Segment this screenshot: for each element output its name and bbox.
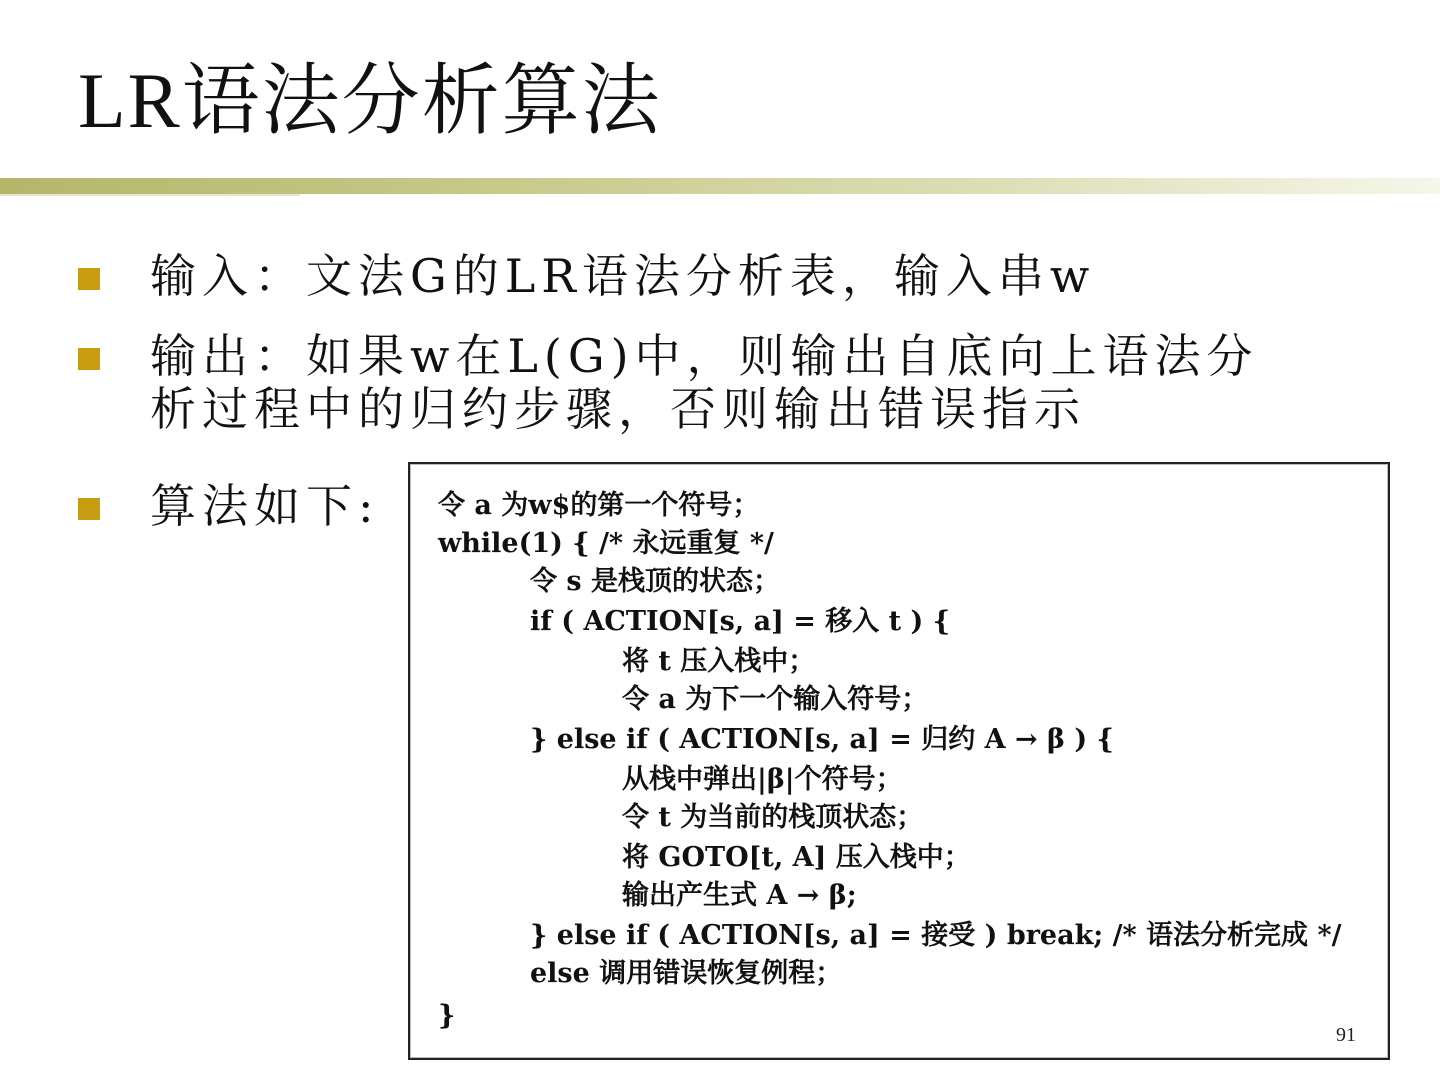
bullet-line: 析过程中的归约步骤，否则输出错误指示	[150, 381, 1086, 436]
code-line: 输出产生式 A → β;	[622, 880, 857, 911]
bullet-line: 算法如下:	[150, 479, 380, 533]
code-line: 令 a 为w$的第一个符号；	[438, 490, 760, 521]
code-line: }	[438, 1000, 456, 1031]
code-line: } else if ( ACTION[s, a] = 归约 A → β ) {	[530, 724, 1114, 755]
bullet-line: 输出：如果w在L(G)中，则输出自底向上语法分	[150, 329, 1259, 383]
code-line: 将 GOTO[t, A] 压入栈中；	[622, 842, 971, 873]
bullet-text	[150, 250, 1095, 303]
code-line: if ( ACTION[s, a] = 移入 t ) {	[530, 606, 951, 637]
title-divider	[0, 178, 1440, 194]
title-divider-shadow	[0, 194, 300, 196]
square-bullet-icon	[78, 268, 100, 290]
code-line: else 调用错误恢复例程；	[530, 958, 843, 989]
square-bullet-icon	[78, 498, 100, 520]
code-line: 令 a 为下一个输入符号；	[622, 684, 929, 715]
square-bullet-icon	[78, 348, 100, 370]
code-line: 从栈中弹出|β|个符号；	[622, 764, 903, 795]
bullet-text	[150, 480, 380, 533]
bullet-text	[150, 330, 1259, 436]
algorithm-box	[408, 462, 1390, 1060]
page-number: 91	[1336, 1024, 1356, 1046]
code-line: 令 t 为当前的栈顶状态；	[622, 802, 924, 833]
bullet-line: 输入：文法G的LR语法分析表，输入串w	[150, 249, 1096, 303]
code-line: } else if ( ACTION[s, a] = 接受 ) break; /* 语法分析完成 */	[530, 920, 1342, 951]
code-line: 令 s 是栈顶的状态；	[530, 566, 781, 597]
code-line: while(1) { /* 永远重复 */	[438, 528, 774, 559]
code-line: 将 t 压入栈中；	[622, 646, 816, 677]
slide-title: LR语法分析算法	[78, 57, 662, 144]
